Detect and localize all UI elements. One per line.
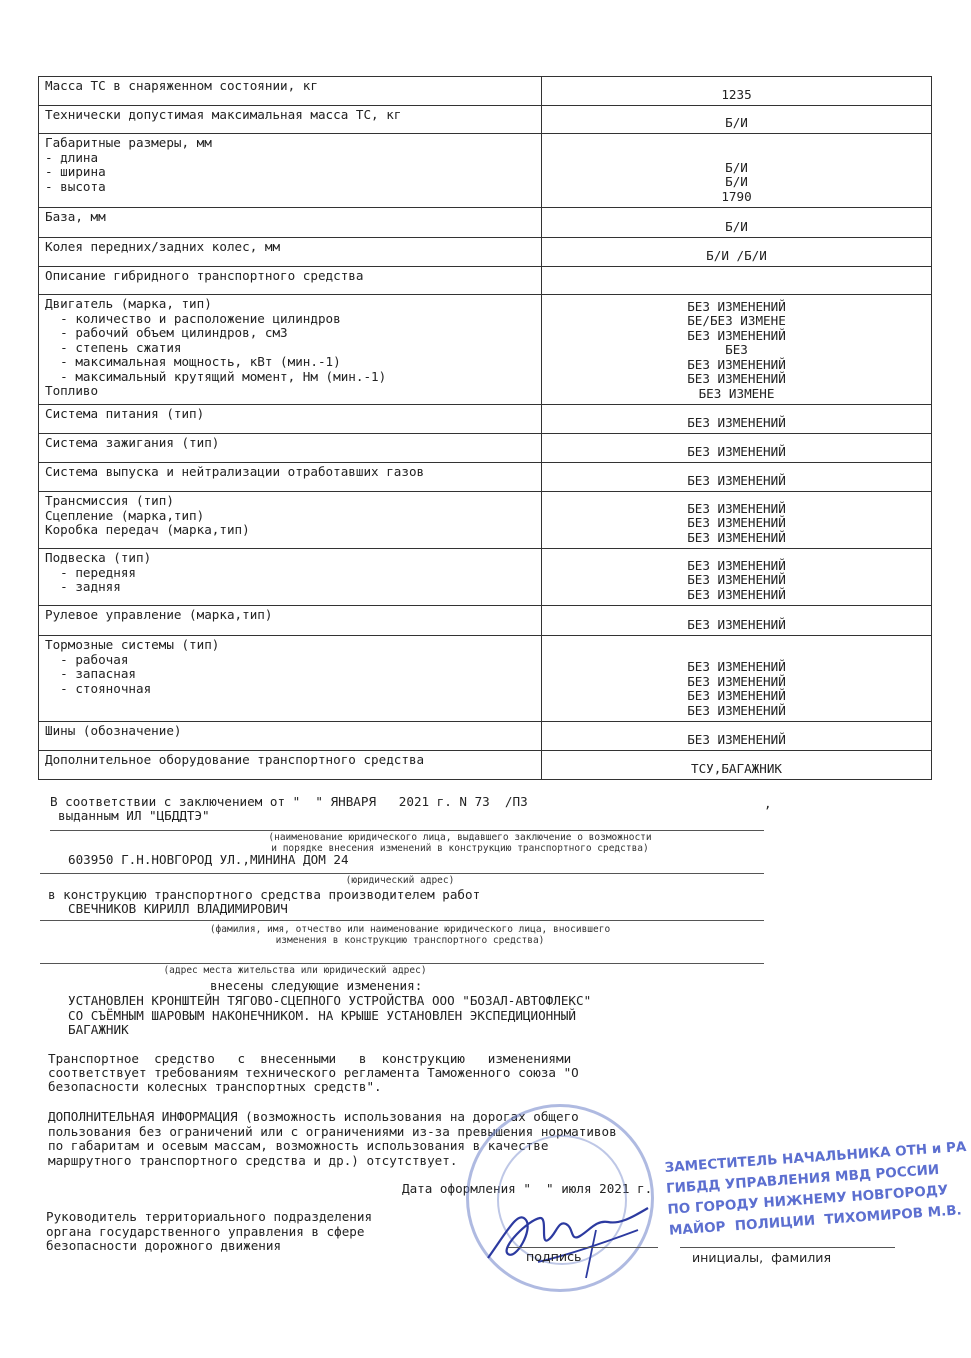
value-line: БЕЗ ИЗМЕНЕНИЙ: [687, 371, 786, 386]
row-label: Система питания (тип): [39, 405, 542, 433]
table-row: [38, 134, 932, 208]
caption-lab: (наименование юридического лица, выдавшего заключение о возможности и порядке внесения изменений в конструкцию транспортного средства): [268, 832, 652, 854]
initials-underline: [680, 1247, 895, 1248]
row-label: Подвеска (тип) - передняя - задняя: [39, 549, 542, 605]
table-row: [38, 238, 932, 267]
value-line: Б/И: [725, 174, 748, 189]
conclusion-comma: ,: [764, 796, 772, 811]
value-line: БЕЗ ИЗМЕНЕ: [698, 385, 775, 401]
table-row: [38, 295, 932, 405]
row-label: Рулевое управление (марка,тип): [39, 606, 542, 635]
date-line: Дата оформления " " июля 2021 г.: [402, 1181, 653, 1196]
table-row: [38, 636, 932, 722]
additional-info: ДОПОЛНИТЕЛЬНАЯ ИНФОРМАЦИЯ (возможность использования на дорогах общего пользования без ограничений или с ограничениями из-за превышения нормативов по габаритам и осевым массам, возможность использования в качестве маршрутного транспортного средства и др.) отсутствует.: [48, 1109, 617, 1168]
row-value: [542, 134, 931, 207]
value-line: БЕЗ ИЗМЕНЕНИЙ: [687, 472, 786, 488]
value-line: БЕЗ ИЗМЕНЕНИЙ: [687, 414, 786, 430]
row-value: [542, 722, 931, 750]
row-label: Система зажигания (тип): [39, 434, 542, 462]
table-row: [38, 76, 932, 106]
value-line: БЕЗ ИЗМЕНЕНИЙ: [687, 616, 786, 632]
row-label: Технически допустимая максимальная масса ТС, кг: [39, 106, 542, 133]
row-value: [542, 463, 931, 491]
row-value: [542, 606, 931, 635]
value-line: БЕЗ ИЗМЕНЕНИЙ: [687, 702, 786, 718]
table-row: [38, 606, 932, 636]
value-line: Б/И /Б/И: [706, 247, 767, 263]
value-line: БЕЗ ИЗМЕНЕНИЙ: [687, 356, 786, 372]
underline-2: [40, 873, 764, 874]
value-line: БЕЗ ИЗМЕНЕНИЙ: [687, 586, 786, 602]
caption-producer: (фамилия, имя, отчество или наименование юридического лица, вносившего изменения в конструкцию транспортного средства): [209, 924, 611, 946]
row-value: [542, 267, 931, 294]
table-row: [38, 751, 932, 780]
vehicle-parameters-table: [38, 76, 932, 780]
value-line: БЕЗ ИЗМЕНЕНИЙ: [687, 500, 786, 516]
conclusion-line1: В соответствии с заключением от " " ЯНВАРЯ 2021 г. N 73 /ПЗ: [50, 794, 528, 809]
row-label: База, мм: [39, 208, 542, 237]
row-value: [542, 77, 931, 105]
row-label: Тормозные системы (тип) - рабочая - запасная - стояночная: [39, 636, 542, 721]
value-line: БЕЗ ИЗМЕНЕНИЙ: [687, 529, 786, 545]
table-row: [38, 267, 932, 295]
value-line: БЕЗ ИЗМЕНЕНИЙ: [687, 443, 786, 459]
signatory-title: Руководитель территориального подразделения органа государственного управления в сфере безопасности дорожного движения: [46, 1209, 373, 1253]
initials-caption: инициалы, фамилия: [692, 1250, 832, 1265]
changes-text: УСТАНОВЛЕН КРОНШТЕЙН ТЯГОВО-СЦЕПНОГО УСТРОЙСТВА ООО "БОЗАЛ-АВТОФЛЕКС" СО СЪЁМНЫМ ШАРОВЫМ НАКОНЕЧНИКОМ. НА КРЫШЕ УСТАНОВЛЕН ЭКСПЕДИЦИОННЫЙ БАГАЖНИК: [68, 993, 592, 1037]
underline-1: [50, 830, 764, 831]
table-row: [38, 463, 932, 492]
caption-residence: (адрес места жительства или юридический адрес): [163, 965, 427, 976]
row-value: [542, 549, 931, 605]
producer-name: СВЕЧНИКОВ КИРИЛЛ ВЛАДИМИРОВИЧ: [68, 901, 288, 916]
table-row: [38, 405, 932, 434]
value-line: 1790: [721, 188, 752, 204]
value-line: Б/И: [725, 114, 748, 130]
value-line: БЕЗ ИЗМЕНЕНИЙ: [687, 557, 786, 573]
value-line: БЕЗ ИЗМЕНЕНИЙ: [687, 731, 786, 747]
table-row: [38, 549, 932, 606]
value-line: БЕЗ ИЗМЕНЕНИЙ: [687, 298, 786, 314]
signature-underline: [508, 1247, 658, 1248]
table-row: [38, 434, 932, 463]
row-value: [542, 434, 931, 462]
value-line: ТСУ,БАГАЖНИК: [691, 760, 782, 776]
underline-3: [40, 920, 764, 921]
row-value: [542, 295, 931, 404]
row-label: Трансмиссия (тип) Сцепление (марка,тип) Коробка передач (марка,тип): [39, 492, 542, 548]
table-row: [38, 106, 932, 134]
row-value: [542, 492, 931, 548]
row-value: [542, 751, 931, 779]
conclusion-line2: выданным ИЛ "ЦБДДТЭ": [58, 808, 210, 823]
value-line: БЕЗ ИЗМЕНЕНИЙ: [687, 659, 786, 674]
producer-line: в конструкцию транспортного средства производителем работ: [48, 887, 481, 902]
value-line: Б/И: [725, 218, 748, 234]
row-label: Дополнительное оборудование транспортного средства: [39, 751, 542, 779]
compliance-line2: соответствует требованиям технического регламента Таможенного союза "О: [48, 1065, 579, 1080]
value-line: БЕЗ: [725, 342, 748, 357]
underline-4: [40, 963, 764, 964]
row-label: Описание гибридного транспортного средства: [39, 267, 542, 294]
row-label: Система выпуска и нейтрализации отработавших газов: [39, 463, 542, 491]
changes-heading: внесены следующие изменения:: [210, 978, 423, 993]
row-label: Шины (обозначение): [39, 722, 542, 750]
value-line: БЕЗ ИЗМЕНЕНИЙ: [687, 688, 786, 703]
row-label: Масса ТС в снаряженном состоянии, кг: [39, 77, 542, 105]
signature-caption: подпись: [526, 1249, 582, 1264]
compliance-line1: Транспортное средство с внесенными в конструкцию изменениями: [48, 1051, 572, 1066]
lab-address: 603950 Г.Н.НОВГОРОД УЛ.,МИНИНА ДОМ 24: [68, 852, 349, 867]
table-row: [38, 492, 932, 549]
table-row: [38, 208, 932, 238]
caption-legal-address: (юридический адрес): [345, 875, 455, 886]
officer-stamp-text: ЗАМЕСТИТЕЛЬ НАЧАЛЬНИКА ОТН и РА ГИБДД УПРАВЛЕНИЯ МВД РОССИИ ПО ГОРОДУ НИЖНЕМУ НОВГОРОДУ МАЙОР ПОЛИЦИИ ТИХОМИРОВ М.В.: [664, 1138, 967, 1239]
row-label: Габаритные размеры, мм - длина - ширина - высота: [39, 134, 542, 207]
row-value: [542, 238, 931, 266]
value-line: 1235: [721, 86, 752, 102]
value-line: БЕЗ ИЗМЕНЕНИЙ: [687, 515, 786, 530]
value-line: БЕЗ ИЗМЕНЕНИЙ: [687, 327, 786, 343]
row-label: Двигатель (марка, тип) - количество и расположение цилиндров - рабочий объем цилиндров, см3 - степень сжатия - максимальная мощность, кВт (мин.-1) - максимальный крутящий момент, Нм (мин.-1) Топливо: [39, 295, 542, 404]
value-line: Б/И: [725, 159, 748, 175]
compliance-line3: безопасности колесных транспортных средств".: [48, 1079, 382, 1094]
row-value: [542, 106, 931, 133]
value-line: БЕЗ ИЗМЕНЕНИЙ: [687, 572, 786, 587]
value-line: БЕ/БЕЗ ИЗМЕНЕ: [687, 313, 786, 328]
handwritten-signature: [478, 1190, 658, 1280]
row-label: Колея передних/задних колес, мм: [39, 238, 542, 266]
table-row: [38, 722, 932, 751]
row-value: [542, 405, 931, 433]
value-line: БЕЗ ИЗМЕНЕНИЙ: [687, 673, 786, 689]
row-value: [542, 636, 931, 721]
row-value: [542, 208, 931, 237]
